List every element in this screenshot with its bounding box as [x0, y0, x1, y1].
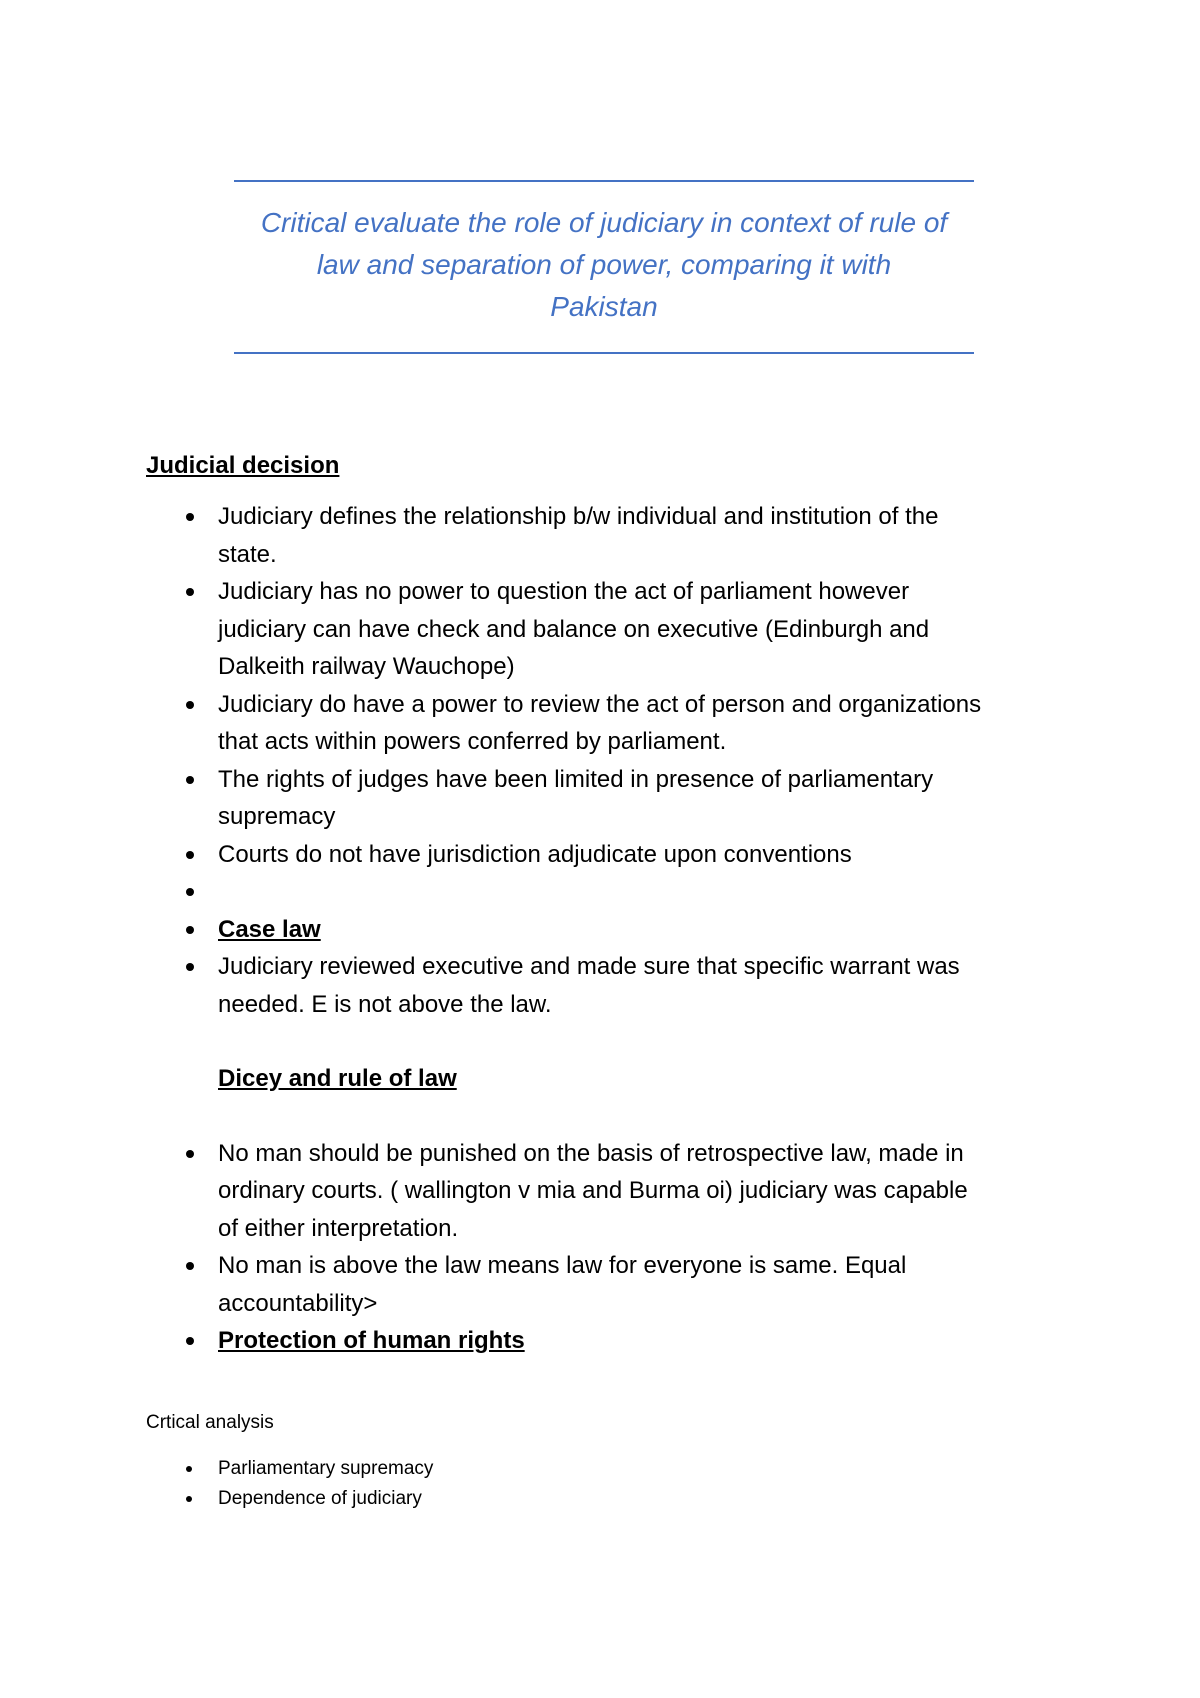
title-line: law and separation of power, comparing it with	[316, 249, 892, 280]
critical-analysis-list	[146, 1454, 1066, 1514]
bullet-icon	[186, 588, 194, 596]
list-item	[146, 873, 1066, 911]
protection-heading: Protection of human rights	[218, 1327, 525, 1354]
bullet-icon	[186, 1496, 192, 1502]
list-item: No man is above the law means law for everyone is same. Equal accountability>	[146, 1247, 1066, 1322]
title-bottom-rule	[234, 352, 974, 354]
bullet-icon	[186, 851, 194, 859]
document-body	[146, 448, 1066, 1514]
bullet-icon	[186, 513, 194, 521]
bullet-icon	[186, 888, 194, 896]
bullet-icon	[186, 1150, 194, 1158]
bullet-icon	[186, 776, 194, 784]
section-heading-judicial-decision: Judicial decision	[146, 452, 340, 479]
section-heading-dicey: Dicey and rule of law	[218, 1065, 457, 1092]
list-item: Courts do not have jurisdiction adjudicate upon conventions	[146, 836, 1066, 874]
list-item: The rights of judges have been limited in presence of parliamentary supremacy	[146, 761, 1066, 836]
list-item	[146, 911, 1066, 949]
title-top-rule	[234, 180, 974, 182]
list-item: Judiciary defines the relationship b/w individual and institution of the state.	[146, 498, 1066, 573]
document-title	[234, 202, 974, 328]
list-item: Parliamentary supremacy	[146, 1454, 1066, 1484]
bullet-icon	[186, 1262, 194, 1270]
list-item	[146, 1322, 1066, 1360]
list-item: Judiciary has no power to question the act of parliament however judiciary can have check and balance on executive (Edinburgh and Dalkeith railway Wauchope)	[146, 573, 1066, 686]
bullet-icon	[186, 926, 194, 934]
list-item: No man should be punished on the basis of retrospective law, made in ordinary courts. ( wallington v mia and Burma oi) judiciary was capable of either interpretation.	[146, 1135, 1066, 1248]
bullet-icon	[186, 1337, 194, 1345]
case-law-heading: Case law	[218, 915, 321, 943]
title-line: Pakistan	[550, 291, 658, 322]
bullet-icon	[186, 963, 194, 971]
document-title-block	[234, 180, 974, 354]
list-item: Judiciary reviewed executive and made sure that specific warrant was needed. E is not above the law.	[146, 948, 1066, 1023]
list-item: Judiciary do have a power to review the act of person and organizations that acts within powers conferred by parliament.	[146, 686, 1066, 761]
section-heading-critical-analysis: Crtical analysis	[146, 1411, 274, 1433]
dicey-list	[146, 1135, 1066, 1360]
title-line: Critical evaluate the role of judiciary in context of rule of	[260, 207, 948, 238]
critical-analysis-section	[146, 1408, 1066, 1514]
list-item: Dependence of judiciary	[146, 1484, 1066, 1514]
bullet-icon	[186, 701, 194, 709]
judicial-decision-list	[146, 498, 1066, 1023]
bullet-icon	[186, 1466, 192, 1472]
